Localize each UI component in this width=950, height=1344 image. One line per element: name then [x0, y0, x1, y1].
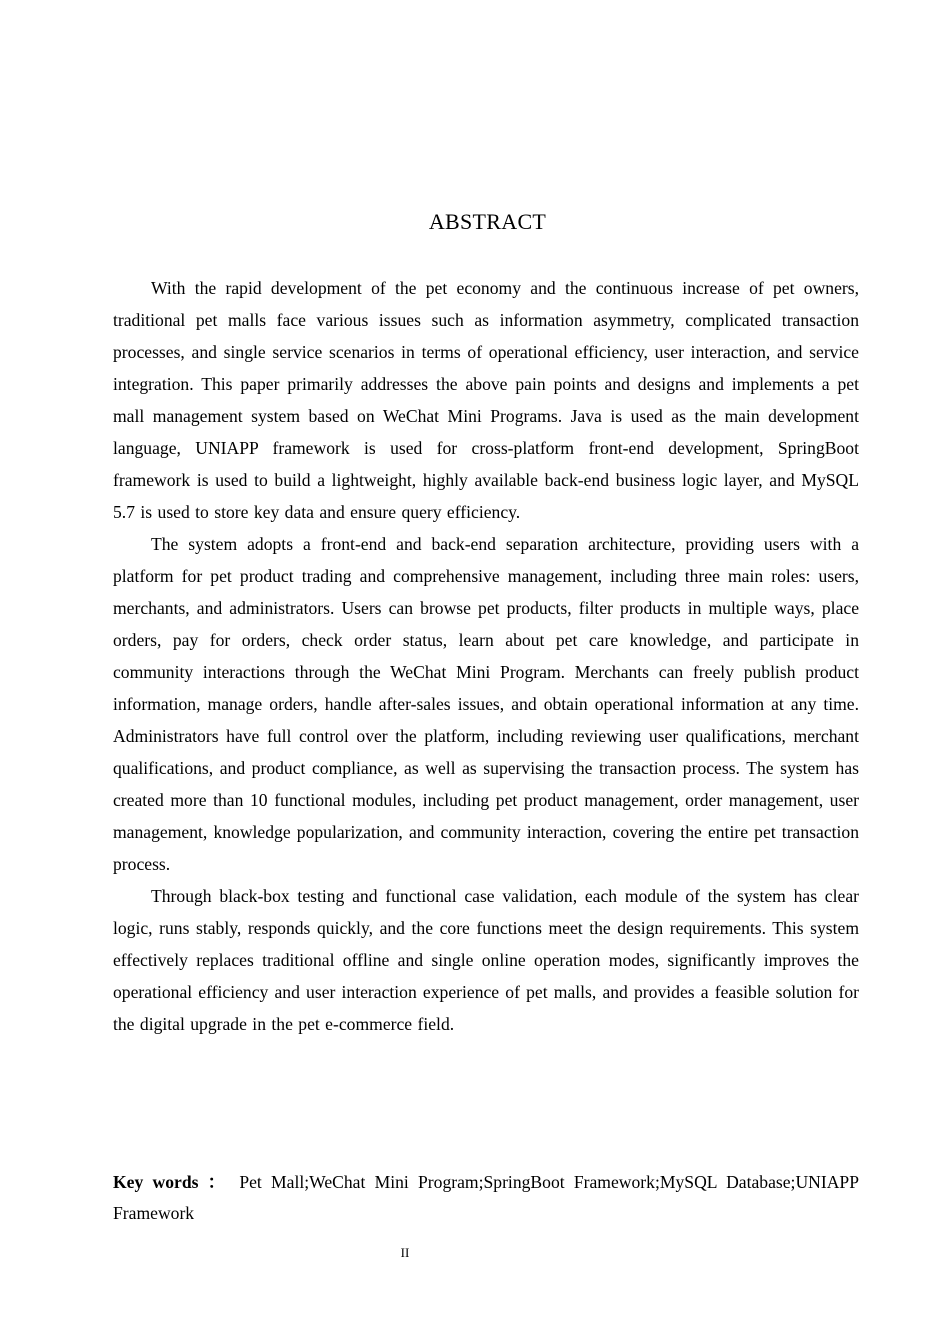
page-number: II	[400, 1245, 410, 1260]
keywords-list: Pet Mall;WeChat Mini Program;SpringBoot Framework;MySQL Database;UNIAPP Framework	[113, 1172, 859, 1223]
abstract-body	[113, 272, 859, 1040]
keywords-section	[113, 1167, 859, 1229]
keywords-label: Key words ：	[113, 1172, 240, 1192]
abstract-paragraph-1: With the rapid development of the pet economy and the continuous increase of pet owners, traditional pet malls face various issues such as information asymmetry, complicated transaction processes, and single service scenarios in terms of operational efficiency, user interaction, and service integration. This paper primarily addresses the above pain points and designs and implements a pet mall management system based on WeChat Mini Programs. Java is used as the main development language, UNIAPP framework is used for cross-platform front-end development, SpringBoot framework is used to build a lightweight, highly available back-end business logic layer, and MySQL 5.7 is used to store key data and ensure query efficiency.	[113, 278, 859, 522]
abstract-title: ABSTRACT	[428, 209, 547, 234]
abstract-paragraph-3: Through black-box testing and functional case validation, each module of the system has clear logic, runs stably, responds quickly, and the core functions meet the design requirements. This system effectively replaces traditional offline and single online operation modes, significantly improves the operational efficiency and user interaction experience of pet malls, and provides a feasible solution for the digital upgrade in the pet e-commerce field.	[113, 886, 859, 1034]
abstract-paragraph-2: The system adopts a front-end and back-end separation architecture, providing users with a platform for pet product trading and comprehensive management, including three main roles: users, merchants, and administrators. Users can browse pet products, filter products in multiple ways, place orders, pay for orders, check order status, learn about pet care knowledge, and participate in community interactions through the WeChat Mini Program. Merchants can freely publish product information, manage orders, handle after-sales issues, and obtain operational information at any time. Administrators have full control over the platform, including reviewing user qualifications, merchant qualifications, and product compliance, as well as supervising the transaction process. The system has created more than 10 functional modules, including pet product management, order management, user management, knowledge popularization, and community interaction, covering the entire pet transaction process.	[113, 534, 859, 874]
